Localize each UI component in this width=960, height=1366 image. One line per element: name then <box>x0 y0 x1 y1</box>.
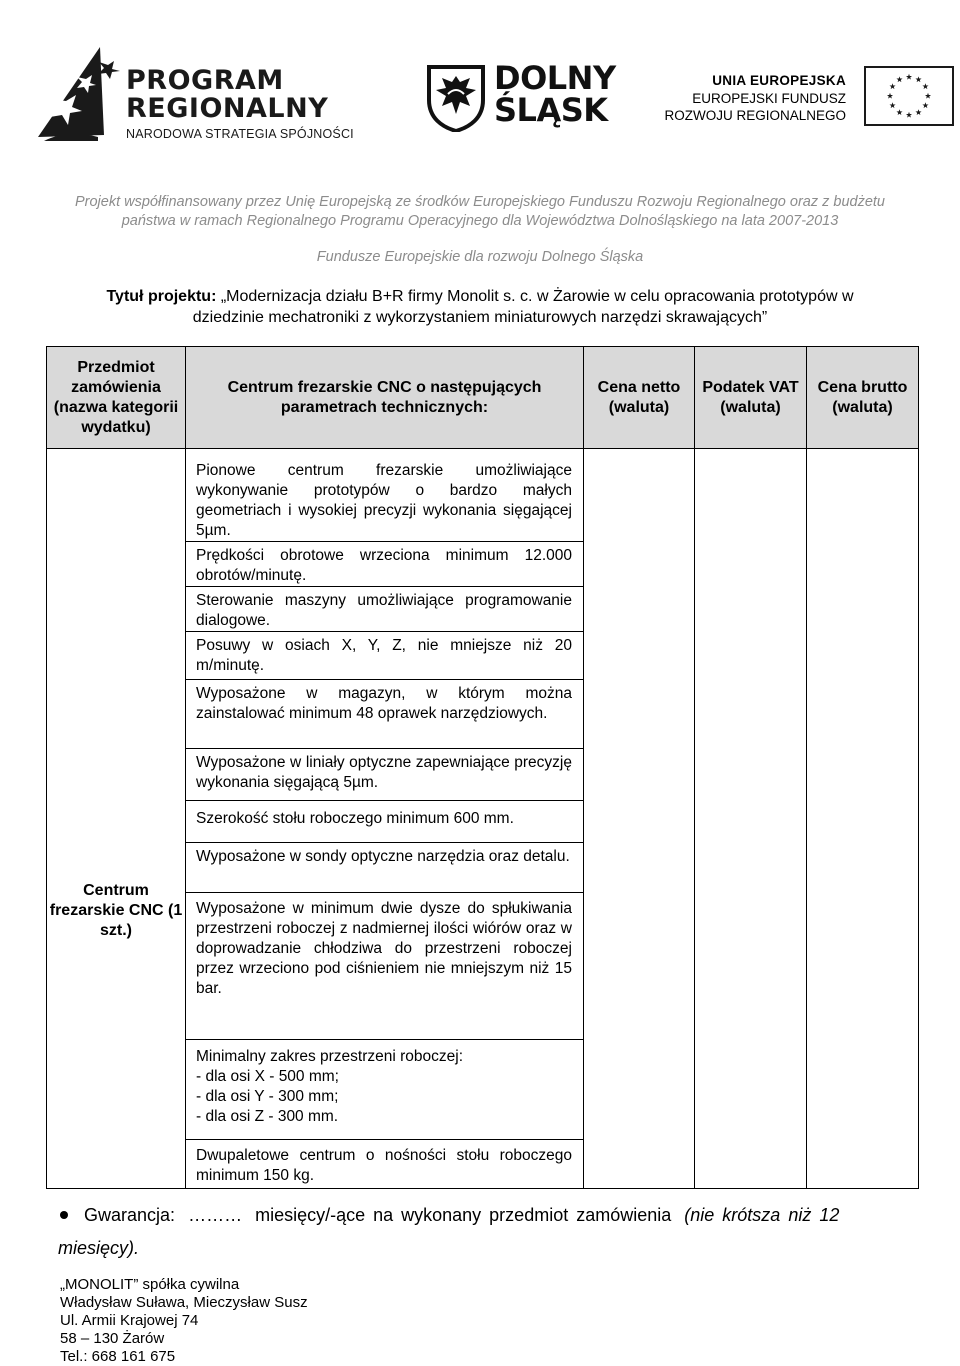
program-regionalny-line1: PROGRAM <box>126 65 284 96</box>
guarantee-line1 <box>60 1199 930 1232</box>
program-regionalny-mark-icon <box>38 45 134 145</box>
eu-logo <box>664 66 960 132</box>
guarantee-note1: (nie krótsza niż 12 <box>684 1205 840 1225</box>
project-title-label: Tytuł projektu: <box>106 288 217 305</box>
program-regionalny-line3: NARODOWA STRATEGIA SPÓJNOŚCI <box>126 127 354 141</box>
net-price-cell <box>584 449 695 1189</box>
company-address <box>60 1276 308 1366</box>
work-area-title: Minimalny zakres przestrzeni roboczej: <box>196 1048 464 1065</box>
table-header-row <box>47 347 919 449</box>
param-cell-9: Wyposażone w minimum dwie dysze do spłukiwania przestrzeni roboczej z nadmiernej ilości wiórów oraz w doprowadzanie chłodziwa do przestrzeni roboczej przez wrzeciono pod ciśnieniem nie mniejszym niż 15 bar. <box>186 893 584 1040</box>
address-line-3: Ul. Armii Krajowej 74 <box>60 1312 199 1329</box>
work-area-y: - dla osi Y - 300 mm; <box>196 1088 339 1105</box>
item-name: Centrum frezarskie CNC (1 szt.) <box>49 881 183 939</box>
project-funding-line3: Fundusze Europejskie dla rozwoju Dolnego Śląska <box>316 249 644 265</box>
item-name-cell <box>47 449 186 1189</box>
work-area-x: - dla osi X - 500 mm; <box>196 1068 339 1085</box>
param-cell-6: Wyposażone w liniały optyczne zapewniające precyzję wykonania sięgającą 5µm. <box>186 749 584 801</box>
vat-cell <box>695 449 807 1189</box>
param-cell-8: Wyposażone w sondy optyczne narzędzia oraz detalu. <box>186 843 584 893</box>
eu-flag-icon <box>864 66 954 126</box>
address-line-2: Władysław Suława, Mieczysław Susz <box>60 1294 308 1311</box>
eu-line3: ROZWOJU REGIONALNEGO <box>664 108 846 123</box>
bullet-icon <box>60 1211 68 1219</box>
eu-line2: EUROPEJSKI FUNDUSZ <box>692 91 846 106</box>
header-parameters: Centrum frezarskie CNC o następujących parametrach technicznych: <box>186 347 584 449</box>
project-title-line1 <box>40 286 920 307</box>
param-cell-2: Prędkości obrotowe wrzeciona minimum 12.000 obrotów/minutę. <box>186 542 584 587</box>
address-line-5: Tel.: 668 161 675 <box>60 1348 176 1365</box>
project-funding-line2: państwa w ramach Regionalnego Programu Operacyjnego dla Województwa Dolnośląskiego na lata 2007-2013 <box>121 213 839 229</box>
project-title-text1: „Modernizacja działu B+R firmy Monolit s. c. w Żarowie w celu opracowania prototypów w <box>220 288 854 305</box>
guarantee-note2: miesięcy). <box>58 1238 140 1258</box>
program-regionalny-logo <box>38 45 358 150</box>
work-area-z: - dla osi Z - 300 mm. <box>196 1108 339 1125</box>
guarantee-paragraph <box>60 1199 930 1265</box>
param-cell-1: Pionowe centrum frezarskie umożliwiające wykonywanie prototypów o bardzo małych geometriach i wysokiej precyzji wykonania sięgającej 5µm. <box>186 449 584 542</box>
param-cell-3: Sterowanie maszyny umożliwiające programowanie dialogowe. <box>186 587 584 632</box>
address-line-1: „MONOLIT” spółka cywilna <box>60 1276 240 1293</box>
specification-table <box>46 346 919 1189</box>
dolny-slask-line2: ŚLĄSK <box>494 91 608 129</box>
dolny-slask-line1: DOLNY <box>494 59 616 97</box>
eagle-shield-icon <box>426 64 486 132</box>
param-cell-4: Posuwy w osiach X, Y, Z, nie mniejsze niż 20 m/minutę. <box>186 632 584 680</box>
project-funding-line1: Projekt współfinansowany przez Unię Europejską ze środków Europejskiego Funduszu Rozwoju Regionalnego oraz z budżetu <box>74 194 886 210</box>
guarantee-text: miesięcy/-ące na wykonany przedmiot zamówienia <box>255 1205 672 1225</box>
dolny-slask-logo <box>426 59 626 134</box>
param-cell-7: Szerokość stołu roboczego minimum 600 mm. <box>186 801 584 843</box>
param-cell-11: Dwupaletowe centrum o nośności stołu roboczego minimum 150 kg. <box>186 1140 584 1189</box>
program-regionalny-line2: REGIONALNY <box>126 93 329 124</box>
guarantee-label: Gwarancja: <box>84 1205 176 1225</box>
eu-line1: UNIA EUROPEJSKA <box>712 73 846 88</box>
header-net-price: Cena netto (waluta) <box>584 347 695 449</box>
project-title-line2: dziedzinie mechatroniki z wykorzystaniem miniaturowych narzędzi skrawających” <box>192 309 768 326</box>
gross-price-cell <box>807 449 919 1189</box>
header-logos <box>0 0 960 160</box>
header-vat: Podatek VAT (waluta) <box>695 347 807 449</box>
guarantee-dots: ……… <box>188 1205 243 1225</box>
table-row <box>47 449 919 542</box>
param-cell-5: Wyposażone w magazyn, w którym można zainstalować minimum 48 oprawek narzędziowych. <box>186 680 584 749</box>
header-subject: Przedmiot zamówienia (nazwa kategorii wydatku) <box>47 347 186 449</box>
header-gross-price: Cena brutto (waluta) <box>807 347 919 449</box>
param-cell-10 <box>186 1040 584 1140</box>
address-line-4: 58 – 130 Żarów <box>60 1330 165 1347</box>
